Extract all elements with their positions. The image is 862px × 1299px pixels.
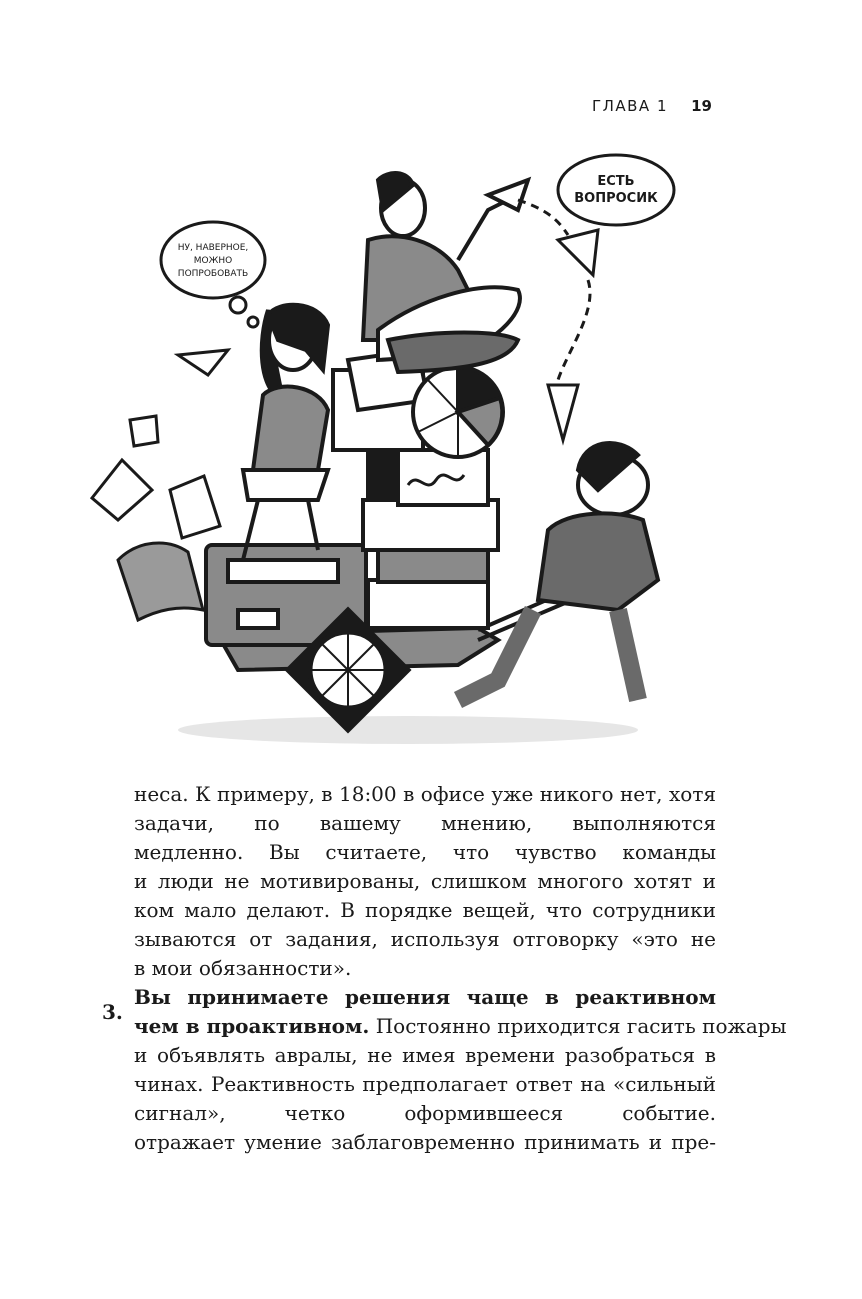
running-head bbox=[540, 97, 712, 121]
item3-line-2-rest: Постоянно приходится гасить пожары bbox=[369, 1014, 787, 1038]
bubble-left-line-1: НУ, НАВЕРНОЕ, bbox=[177, 243, 249, 253]
bubble-left-line-3: ПОПРОБОВАТЬ bbox=[177, 269, 249, 279]
body-text bbox=[134, 780, 787, 1157]
paragraph1-line-3: медленно. Вы считаете, что чувство команды bbox=[134, 840, 716, 864]
paragraph1-line-6: зываются от задания, используя отговорку «это не bbox=[134, 927, 716, 951]
speech-bubble-right bbox=[558, 155, 674, 225]
ground-shadow bbox=[178, 716, 638, 744]
bubble-left-line-2: МОЖНО bbox=[193, 256, 233, 266]
woman-figure bbox=[243, 305, 328, 560]
page-number: 19 bbox=[691, 97, 712, 115]
bubble-right-line-1: ЕСТЬ bbox=[597, 174, 635, 189]
office-chaos-illustration bbox=[78, 140, 738, 760]
item3-heading-line-2: чем в проактивном. bbox=[134, 1014, 370, 1038]
bubble-right-line-2: ВОПРОСИК bbox=[574, 191, 658, 206]
pie-chart-prop bbox=[413, 367, 503, 457]
item3-line-2 bbox=[134, 1012, 787, 1041]
item3-line-3: и объявлять авралы, не имея времени разобраться в bbox=[134, 1043, 716, 1067]
top-man-figure bbox=[363, 173, 528, 372]
paragraph1-line-4: и люди не мотивированы, слишком многого хотят и bbox=[134, 869, 716, 893]
item3-line-4: чинах. Реактивность предполагает ответ на «сильный bbox=[134, 1072, 716, 1096]
thought-bubble-left bbox=[161, 222, 265, 327]
chapter-label: ГЛАВА 1 bbox=[591, 97, 668, 115]
item3-line-6: отражает умение заблаговременно принимать и пре- bbox=[134, 1130, 716, 1154]
paragraph1-line-7: в мои обязанности». bbox=[134, 956, 352, 980]
item3-line-5: сигнал», четко оформившееся событие. bbox=[134, 1101, 716, 1125]
item3-heading-line-1: Вы принимаете решения чаще в реактивном bbox=[134, 985, 716, 1009]
list-number-3: 3. bbox=[102, 1000, 123, 1024]
paragraph1-line-5: ком мало делают. В порядке вещей, что сотрудники bbox=[134, 898, 716, 922]
paragraph1-line-2: задачи, по вашему мнению, выполняются bbox=[134, 811, 716, 835]
paragraph1-line-1: неса. К примеру, в 18:00 в офисе уже никого нет, хотя bbox=[134, 782, 716, 806]
flying-papers bbox=[92, 416, 220, 620]
